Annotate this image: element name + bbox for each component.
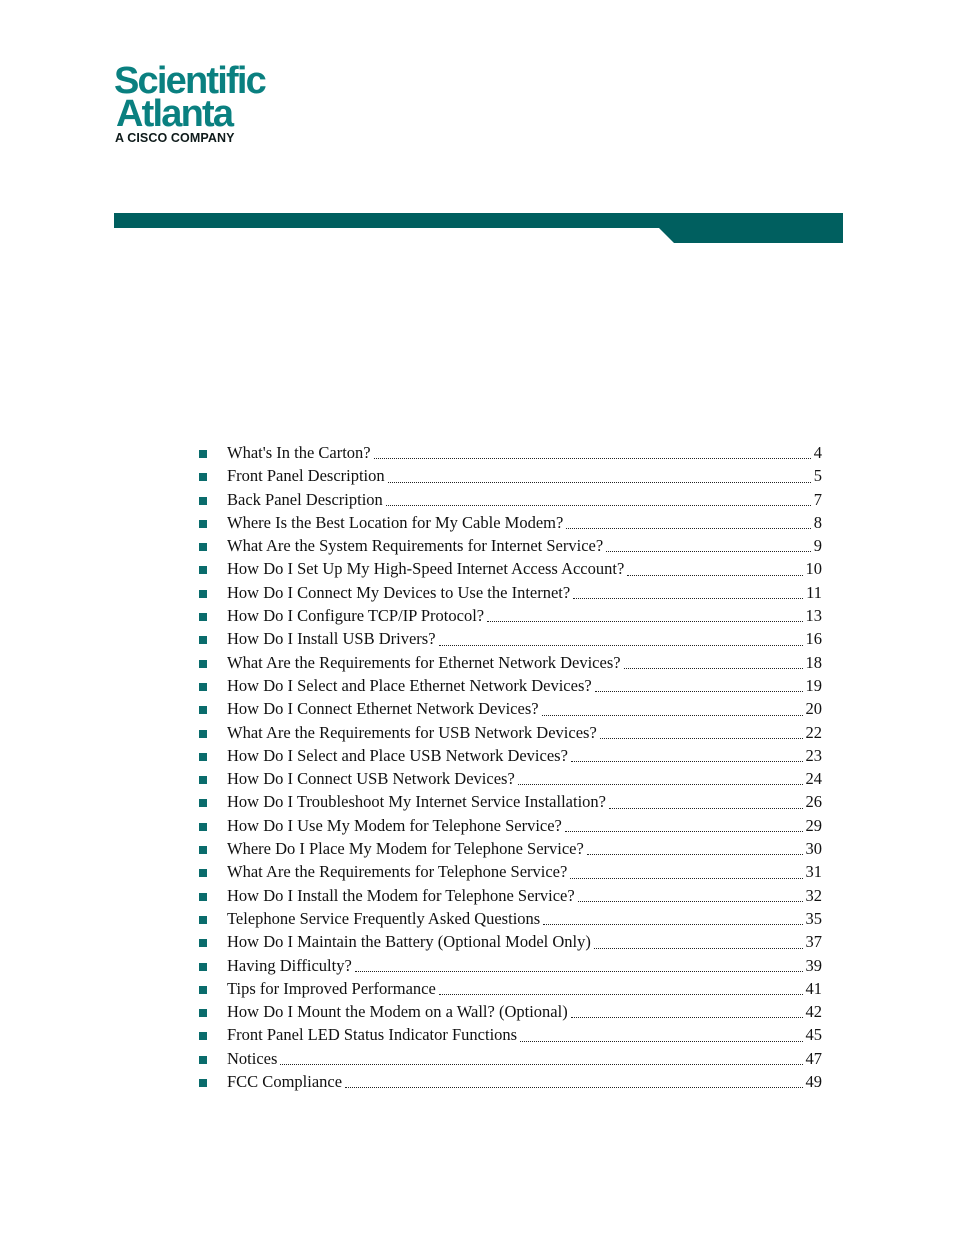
toc-entry-title: FCC Compliance	[227, 1072, 345, 1092]
toc-entry[interactable]	[198, 699, 822, 722]
dot-leader	[571, 1001, 803, 1019]
toc-entry-title: Front Panel LED Status Indicator Functions	[227, 1025, 520, 1045]
toc-entry-page-number: 49	[805, 1072, 822, 1092]
toc-entry-title: How Do I Connect My Devices to Use the Internet?	[227, 583, 573, 603]
logo-line-atlanta: Atlanta	[116, 93, 233, 135]
square-bullet-icon	[199, 869, 207, 877]
toc-entry-page-number: 39	[805, 955, 822, 975]
toc-entry-page-number: 7	[813, 489, 822, 509]
square-bullet-icon	[199, 1079, 207, 1087]
toc-entry-title: Where Is the Best Location for My Cable Modem?	[227, 513, 566, 533]
square-bullet-icon	[199, 939, 207, 947]
square-bullet-icon	[199, 846, 207, 854]
toc-entry[interactable]	[198, 862, 822, 885]
toc-entry[interactable]	[198, 653, 822, 676]
toc-entry-page-number: 16	[805, 629, 822, 649]
toc-entry-title: How Do I Install the Modem for Telephone Service?	[227, 886, 578, 906]
table-of-contents	[198, 443, 822, 1095]
toc-entry-title: How Do I Troubleshoot My Internet Service Installation?	[227, 792, 609, 812]
square-bullet-icon	[199, 543, 207, 551]
toc-entry-page-number: 45	[805, 1025, 822, 1045]
toc-entry[interactable]	[198, 909, 822, 932]
dot-leader	[570, 861, 802, 879]
toc-entry[interactable]	[198, 979, 822, 1002]
toc-entry-page-number: 4	[813, 443, 822, 462]
dot-leader	[627, 558, 802, 576]
toc-entry-title: Notices	[227, 1049, 280, 1069]
toc-entry[interactable]	[198, 792, 822, 815]
toc-entry-page-number: 41	[805, 978, 822, 998]
dot-leader	[600, 721, 803, 739]
toc-entry-page-number: 23	[805, 745, 822, 765]
toc-entry-page-number: 10	[805, 559, 822, 579]
toc-entry-page-number: 37	[805, 932, 822, 952]
square-bullet-icon	[199, 497, 207, 505]
square-bullet-icon	[199, 799, 207, 807]
toc-entry-page-number: 5	[813, 466, 822, 486]
toc-entry[interactable]	[198, 886, 822, 909]
toc-entry[interactable]	[198, 536, 822, 559]
toc-entry-title: Front Panel Description	[227, 466, 388, 486]
toc-entry-title: Having Difficulty?	[227, 956, 355, 976]
logo-tagline: A CISCO COMPANY	[115, 131, 235, 145]
dot-leader	[520, 1024, 802, 1042]
toc-entry[interactable]	[198, 839, 822, 862]
dot-leader	[542, 698, 803, 716]
dot-leader	[543, 908, 802, 926]
toc-entry-title: Telephone Service Frequently Asked Questions	[227, 909, 543, 929]
dot-leader	[388, 465, 811, 483]
dot-leader	[518, 768, 803, 786]
dot-leader	[355, 954, 803, 972]
square-bullet-icon	[199, 1056, 207, 1064]
toc-entry-page-number: 8	[813, 512, 822, 532]
toc-entry-title: Where Do I Place My Modem for Telephone Service?	[227, 839, 587, 859]
dot-leader	[578, 884, 803, 902]
toc-entry[interactable]	[198, 1002, 822, 1025]
toc-entry-title: How Do I Maintain the Battery (Optional Model Only)	[227, 932, 594, 952]
square-bullet-icon	[199, 916, 207, 924]
toc-entry-page-number: 19	[805, 675, 822, 695]
toc-entry-page-number: 26	[805, 792, 822, 812]
toc-entry-page-number: 31	[805, 862, 822, 882]
toc-entry-title: How Do I Use My Modem for Telephone Service?	[227, 816, 565, 836]
toc-entry[interactable]	[198, 723, 822, 746]
toc-entry[interactable]	[198, 1072, 822, 1095]
square-bullet-icon	[199, 753, 207, 761]
toc-entry-title: How Do I Set Up My High-Speed Internet Access Account?	[227, 559, 627, 579]
square-bullet-icon	[199, 776, 207, 784]
toc-entry-title: What Are the Requirements for USB Network Devices?	[227, 723, 600, 743]
toc-entry[interactable]	[198, 746, 822, 769]
toc-entry-page-number: 20	[805, 699, 822, 719]
toc-entry-page-number: 11	[806, 582, 822, 602]
toc-entry[interactable]	[198, 466, 822, 489]
dot-leader	[565, 815, 803, 833]
toc-entry[interactable]	[198, 513, 822, 536]
toc-entry[interactable]	[198, 490, 822, 513]
square-bullet-icon	[199, 473, 207, 481]
square-bullet-icon	[199, 730, 207, 738]
banner-shape	[114, 213, 843, 243]
toc-entry[interactable]	[198, 816, 822, 839]
dot-leader	[386, 488, 811, 506]
toc-entry-title: How Do I Select and Place Ethernet Network Devices?	[227, 676, 595, 696]
toc-entry[interactable]	[198, 583, 822, 606]
toc-entry[interactable]	[198, 1049, 822, 1072]
toc-entry-page-number: 32	[805, 885, 822, 905]
dot-leader	[487, 605, 802, 623]
square-bullet-icon	[199, 660, 207, 668]
dot-leader	[280, 1048, 802, 1066]
square-bullet-icon	[199, 590, 207, 598]
toc-entry-page-number: 42	[805, 1002, 822, 1022]
dot-leader	[566, 512, 810, 530]
square-bullet-icon	[199, 450, 207, 458]
toc-entry-title: Tips for Improved Performance	[227, 979, 439, 999]
toc-entry-title: How Do I Connect USB Network Devices?	[227, 769, 518, 789]
toc-entry-page-number: 9	[813, 536, 822, 556]
toc-entry-title: What Are the Requirements for Telephone Service?	[227, 862, 570, 882]
toc-entry-page-number: 24	[805, 769, 822, 789]
dot-leader	[439, 978, 803, 996]
dot-leader	[587, 838, 803, 856]
toc-entry[interactable]	[198, 629, 822, 652]
toc-entry-page-number: 18	[805, 652, 822, 672]
square-bullet-icon	[199, 636, 207, 644]
square-bullet-icon	[199, 893, 207, 901]
toc-entry-page-number: 29	[805, 815, 822, 835]
toc-entry[interactable]	[198, 443, 822, 466]
toc-entry-title: How Do I Mount the Modem on a Wall? (Optional)	[227, 1002, 571, 1022]
square-bullet-icon	[199, 963, 207, 971]
square-bullet-icon	[199, 613, 207, 621]
toc-entry-page-number: 47	[805, 1048, 822, 1068]
dot-leader	[571, 745, 803, 763]
square-bullet-icon	[199, 683, 207, 691]
toc-entry-page-number: 35	[805, 908, 822, 928]
header-banner	[114, 213, 843, 243]
toc-entry[interactable]	[198, 769, 822, 792]
toc-entry[interactable]	[198, 1025, 822, 1048]
toc-entry-title: How Do I Connect Ethernet Network Devices?	[227, 699, 542, 719]
dot-leader	[374, 442, 811, 460]
toc-entry[interactable]	[198, 676, 822, 699]
square-bullet-icon	[199, 706, 207, 714]
toc-entry[interactable]	[198, 606, 822, 629]
toc-entry-title: How Do I Configure TCP/IP Protocol?	[227, 606, 487, 626]
dot-leader	[609, 791, 803, 809]
toc-entry-title: What's In the Carton?	[227, 443, 374, 463]
square-bullet-icon	[199, 566, 207, 574]
toc-entry-title: How Do I Select and Place USB Network Devices?	[227, 746, 571, 766]
toc-entry[interactable]	[198, 956, 822, 979]
square-bullet-icon	[199, 1032, 207, 1040]
toc-entry-title: What Are the Requirements for Ethernet Network Devices?	[227, 653, 624, 673]
toc-entry-page-number: 13	[805, 606, 822, 626]
toc-entry-title: What Are the System Requirements for Internet Service?	[227, 536, 606, 556]
toc-entry-page-number: 22	[805, 722, 822, 742]
logo-line-scientific: Scientific	[114, 60, 265, 102]
dot-leader	[595, 675, 803, 693]
square-bullet-icon	[199, 986, 207, 994]
toc-entry[interactable]	[198, 559, 822, 582]
toc-entry-title: How Do I Install USB Drivers?	[227, 629, 439, 649]
dot-leader	[573, 582, 803, 600]
dot-leader	[606, 535, 811, 553]
company-logo	[114, 62, 294, 152]
dot-leader	[439, 628, 803, 646]
dot-leader	[624, 651, 803, 669]
square-bullet-icon	[199, 823, 207, 831]
dot-leader	[345, 1071, 802, 1089]
toc-entry-page-number: 30	[805, 839, 822, 859]
toc-entry-title: Back Panel Description	[227, 490, 386, 510]
square-bullet-icon	[199, 520, 207, 528]
dot-leader	[594, 931, 803, 949]
toc-entry[interactable]	[198, 932, 822, 955]
square-bullet-icon	[199, 1009, 207, 1017]
